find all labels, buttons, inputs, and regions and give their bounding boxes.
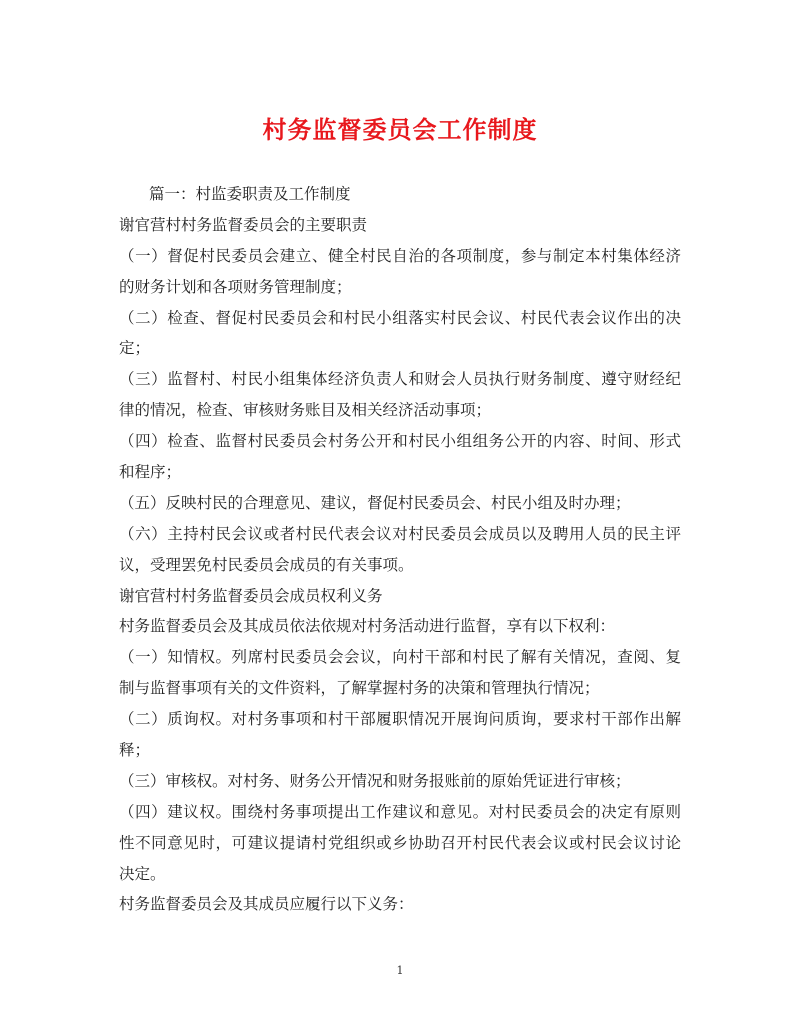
- paragraph: [119, 889, 681, 920]
- text-line: （六）主持村民会议或者村民代表会议对村民委员会成员以及聘用人员的民主评: [119, 524, 681, 543]
- text-line: （一）知情权。列席村民委员会会议，向村干部和村民了解有关情况，查阅、复: [119, 648, 681, 667]
- text-line: 制与监督事项有关的文件资料，了解掌握村务的决策和管理执行情况；: [119, 679, 600, 698]
- paragraph: [119, 210, 681, 241]
- text-line: 村务监督委员会及其成员应履行以下义务：: [119, 895, 414, 914]
- paragraph: [119, 766, 681, 797]
- page-number: 1: [396, 964, 404, 977]
- text-line: 决定。: [119, 864, 166, 883]
- text-line: 定；: [119, 339, 151, 358]
- paragraph: [119, 303, 681, 365]
- text-line: （五）反映村民的合理意见、建议，督促村民委员会、村民小组及时办理；: [119, 493, 631, 512]
- text-line: （一）督促村民委员会建立、健全村民自治的各项制度，参与制定本村集体经济: [119, 246, 681, 265]
- text-line: 律的情况，检查、审核财务账目及相关经济活动事项；: [119, 401, 492, 420]
- paragraph: [119, 797, 681, 890]
- paragraph: [119, 581, 681, 612]
- paragraph: [119, 488, 681, 519]
- text-line: （四）检查、监督村民委员会村务公开和村民小组组务公开的内容、时间、形式: [119, 432, 681, 451]
- text-line: 和程序；: [119, 463, 182, 482]
- paragraph: [119, 241, 681, 303]
- paragraph: [119, 611, 681, 642]
- paragraph: [119, 704, 681, 766]
- paragraph: [119, 364, 681, 426]
- paragraph: [119, 179, 681, 210]
- paragraph: [119, 642, 681, 704]
- paragraph: [119, 519, 681, 581]
- text-line: 性不同意见时，可建议提请村党组织或乡协助召开村民代表会议或村民会议讨论: [119, 833, 681, 852]
- text-line: （三）监督村、村民小组集体经济负责人和财会人员执行财务制度、遵守财经纪: [119, 370, 681, 389]
- text-line: （二）质询权。对村务事项和村干部履职情况开展询问质询，要求村干部作出解: [119, 710, 681, 729]
- paragraph: [119, 426, 681, 488]
- text-line: 谢官营村村务监督委员会成员权利义务: [119, 586, 383, 605]
- text-line: （二）检查、督促村民委员会和村民小组落实村民会议、村民代表会议作出的决: [119, 308, 681, 327]
- document-title: 村务监督委员会工作制度: [262, 116, 538, 144]
- text-line: 篇一：村监委职责及工作制度: [149, 185, 351, 203]
- text-line: 议，受理罢免村民委员会成员的有关事项。: [119, 555, 414, 574]
- text-line: 谢官营村村务监督委员会的主要职责: [119, 215, 368, 234]
- text-line: 的财务计划和各项财务管理制度；: [119, 277, 352, 296]
- text-line: 村务监督委员会及其成员依法依规对村务活动进行监督，享有以下权利：: [119, 617, 616, 636]
- text-line: （四）建议权。围绕村务事项提出工作建议和意见。对村民委员会的决定有原则: [119, 802, 681, 821]
- document-body: [119, 179, 681, 920]
- text-line: 释；: [119, 741, 151, 760]
- text-line: （三）审核权。对村务、财务公开情况和财务报账前的原始凭证进行审核；: [119, 771, 631, 790]
